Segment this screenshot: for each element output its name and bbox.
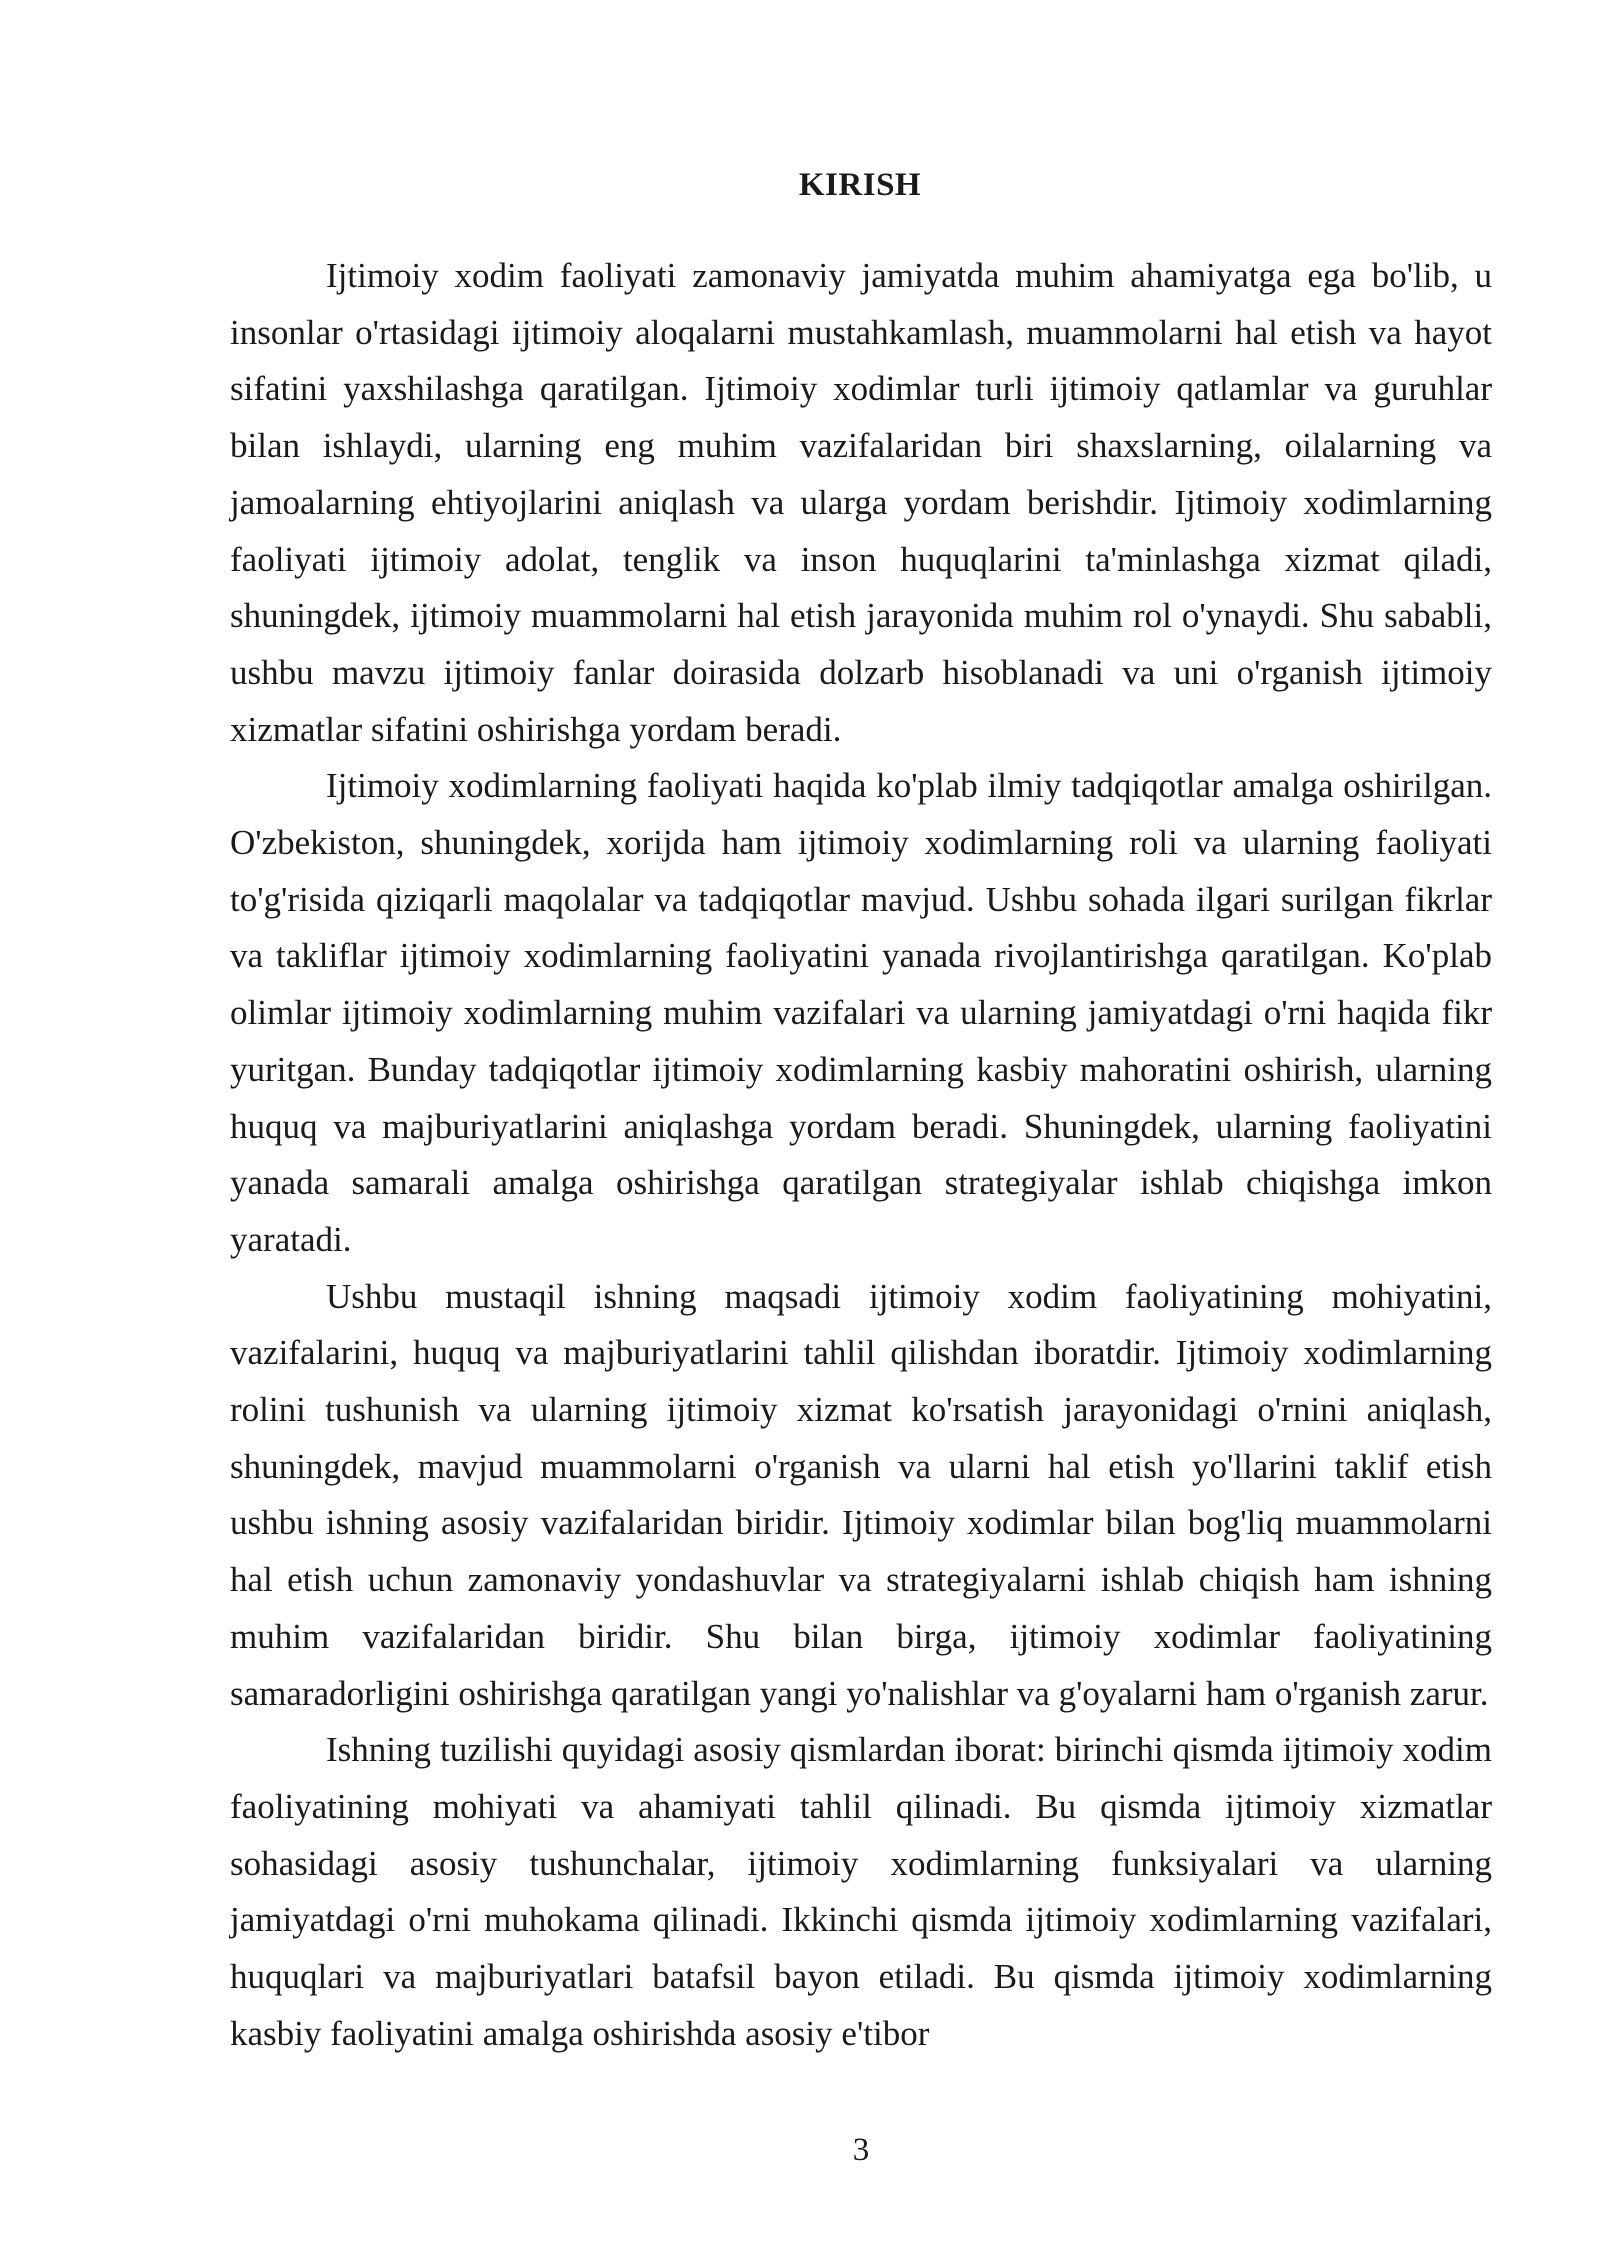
body-text: [230, 248, 1492, 2063]
page-title: KIRISH: [798, 167, 922, 203]
paragraph-4: Ishning tuzilishi quyidagi asosiy qismlardan iborat: birinchi qismda ijtimoiy xodim faoliyatining mohiyati va ahamiyati tahlil qilinadi. Bu qismda ijtimoiy xizmatlar sohasidagi asosiy tushunchalar, ijtimoiy xodimlarning funksiyalari va ularning jamiyatdagi o'rni muhokama qilinadi. Ikkinchi qismda ijtimoiy xodimlarning vazifalari, huquqlari va majburiyatlari batafsil bayon etiladi. Bu qismda ijtimoiy xodimlarning kasbiy faoliyatini amalga oshirishda asosiy e'tibor: [230, 1730, 1492, 2053]
paragraph-1: Ijtimoiy xodim faoliyati zamonaviy jamiyatda muhim ahamiyatga ega bo'lib, u insonlar o'rtasidagi ijtimoiy aloqalarni mustahkamlash, muammolarni hal etish va hayot sifatini yaxshilashga qaratilgan. Ijtimoiy xodimlar turli ijtimoiy qatlamlar va guruhlar bilan ishlaydi, ularning eng muhim vazifalaridan biri shaxslarning, oilalarning va jamoalarning ehtiyojlarini aniqlash va ularga yordam berishdir. Ijtimoiy xodimlarning faoliyati ijtimoiy adolat, tenglik va inson huquqlarini ta'minlashga xizmat qiladi, shuningdek, ijtimoiy muammolarni hal etish jarayonida muhim rol o'ynaydi. Shu sababli, ushbu mavzu ijtimoiy fanlar doirasida dolzarb hisoblanadi va uni o'rganish ijtimoiy xizmatlar sifatini oshirishga yordam beradi.: [230, 256, 1492, 749]
page-number: 3: [852, 2132, 870, 2168]
paragraph-3: Ushbu mustaqil ishning maqsadi ijtimoiy xodim faoliyatining mohiyatini, vazifalarini, huquq va majburiyatlarini tahlil qilishdan iboratdir. Ijtimoiy xodimlarning rolini tushunish va ularning ijtimoiy xizmat ko'rsatish jarayonidagi o'rnini aniqlash, shuningdek, mavjud muammolarni o'rganish va ularni hal etish yo'llarini taklif etish ushbu ishning asosiy vazifalaridan biridir. Ijtimoiy xodimlar bilan bog'liq muammolarni hal etish uchun zamonaviy yondashuvlar va strategiyalarni ishlab chiqish ham ishning muhim vazifalaridan biridir. Shu bilan birga, ijtimoiy xodimlar faoliyatining samaradorligini oshirishga qaratilgan yangi yo'nalishlar va g'oyalarni ham o'rganish zarur.: [230, 1276, 1492, 1713]
paragraph-2: Ijtimoiy xodimlarning faoliyati haqida ko'plab ilmiy tadqiqotlar amalga oshirilgan. O'zbekiston, shuningdek, xorijda ham ijtimoiy xodimlarning roli va ularning faoliyati to'g'risida qiziqarli maqolalar va tadqiqotlar mavjud. Ushbu sohada ilgari surilgan fikrlar va takliflar ijtimoiy xodimlarning faoliyatini yanada rivojlantirishga qaratilgan. Ko'plab olimlar ijtimoiy xodimlarning muhim vazifalari va ularning jamiyatdagi o'rni haqida fikr yuritgan. Bunday tadqiqotlar ijtimoiy xodimlarning kasbiy mahoratini oshirish, ularning huquq va majburiyatlarini aniqlashga yordam beradi. Shuningdek, ularning faoliyatini yanada samarali amalga oshirishga qaratilgan strategiyalar ishlab chiqishga imkon yaratadi.: [230, 766, 1492, 1259]
